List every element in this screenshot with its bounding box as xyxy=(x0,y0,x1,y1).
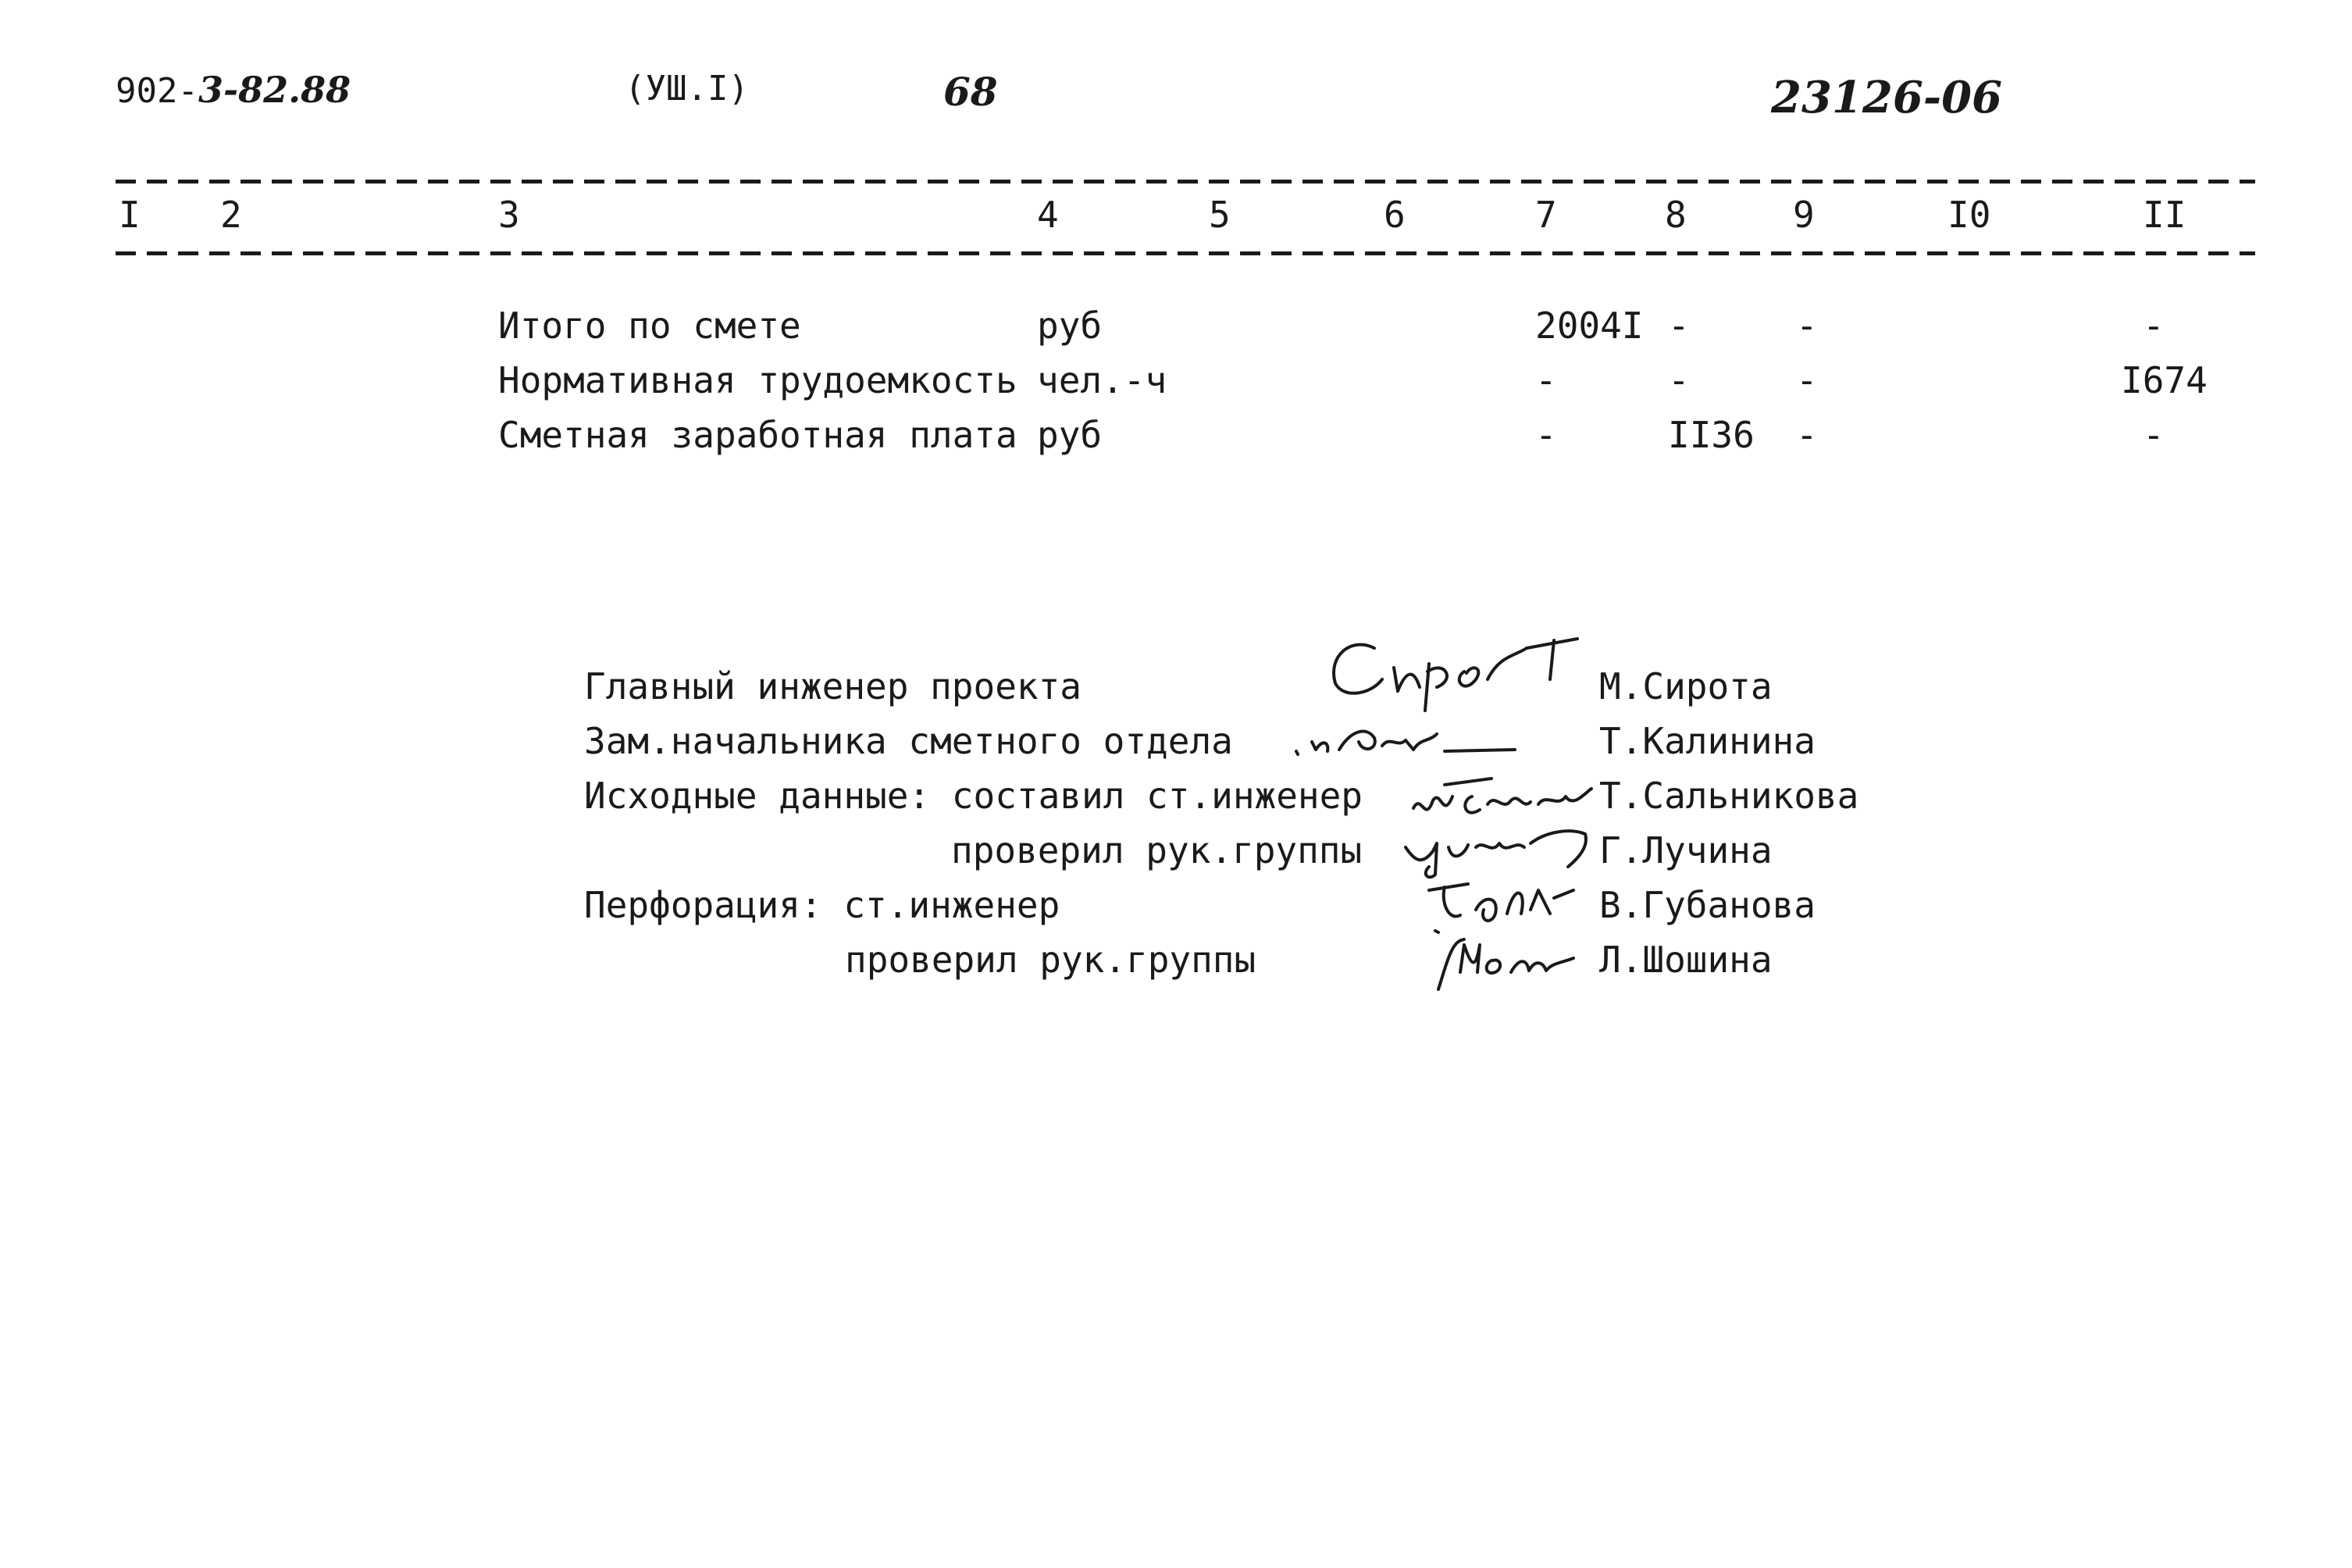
signatory-name: М.Сирота xyxy=(1599,665,1773,707)
signatory-role: Исходные данные: составил ст.инженер xyxy=(584,775,1363,817)
row-name: Итого по смете xyxy=(498,305,801,347)
row-col7: 2004I xyxy=(1535,305,1644,347)
row-unit: чел.-ч xyxy=(1037,359,1167,401)
column-number: 3 xyxy=(498,194,520,236)
row-unit: руб xyxy=(1037,414,1103,456)
table-top-rule xyxy=(116,180,2255,184)
row-col9: - xyxy=(1796,305,1818,347)
column-number: I0 xyxy=(1948,194,1991,236)
signatory-role: Перфорация: ст.инженер xyxy=(584,884,1060,926)
column-number: I xyxy=(119,194,141,236)
row-col9: - xyxy=(1796,414,1818,456)
signatory-name: В.Губанова xyxy=(1599,884,1816,926)
sheet-code-handwritten: 23126-06 xyxy=(1771,72,2002,123)
row-col8: - xyxy=(1668,305,1690,347)
document-number-printed: 902- xyxy=(116,71,198,111)
table-header-bottom-rule xyxy=(116,251,2255,255)
row-col11: - xyxy=(2143,305,2165,347)
signatory-role: Главный инженер проекта xyxy=(584,665,1082,707)
row-col8: - xyxy=(1668,359,1690,401)
row-name: Сметная заработная плата xyxy=(498,414,1017,456)
signatory-role: Зам.начальника сметного отдела xyxy=(584,720,1233,762)
signatory-name: Т.Калинина xyxy=(1599,720,1816,762)
document-number xyxy=(116,69,351,111)
column-number: 9 xyxy=(1793,194,1815,236)
section-label: (УШ.I) xyxy=(625,69,749,109)
handwritten-signature xyxy=(1320,625,1585,711)
column-number: 6 xyxy=(1384,194,1406,236)
row-col9: - xyxy=(1796,359,1818,401)
signatory-name: Т.Сальникова xyxy=(1599,775,1859,817)
column-number: 7 xyxy=(1535,194,1557,236)
row-col8: II36 xyxy=(1668,414,1755,456)
row-name: Нормативная трудоемкость xyxy=(498,359,1017,401)
column-number: II xyxy=(2143,194,2186,236)
signatory-name: Г.Лучина xyxy=(1599,829,1773,871)
row-col11: I674 xyxy=(2121,359,2208,401)
row-unit: руб xyxy=(1037,305,1103,347)
column-number: 8 xyxy=(1665,194,1687,236)
signatory-role: проверил рук.группы xyxy=(845,939,1256,981)
page-number-handwritten: 68 xyxy=(943,69,998,115)
signatory-name: Л.Шошина xyxy=(1599,939,1773,981)
row-col11: - xyxy=(2143,414,2165,456)
handwritten-signature xyxy=(1429,925,1585,996)
row-col7: - xyxy=(1535,414,1557,456)
document-number-handwritten: 3-82.88 xyxy=(198,69,351,111)
column-number: 5 xyxy=(1209,194,1231,236)
row-col7: - xyxy=(1535,359,1557,401)
signatory-role: проверил рук.группы xyxy=(951,829,1363,871)
column-number: 2 xyxy=(220,194,242,236)
handwritten-signature xyxy=(1281,703,1515,765)
column-number: 4 xyxy=(1037,194,1059,236)
